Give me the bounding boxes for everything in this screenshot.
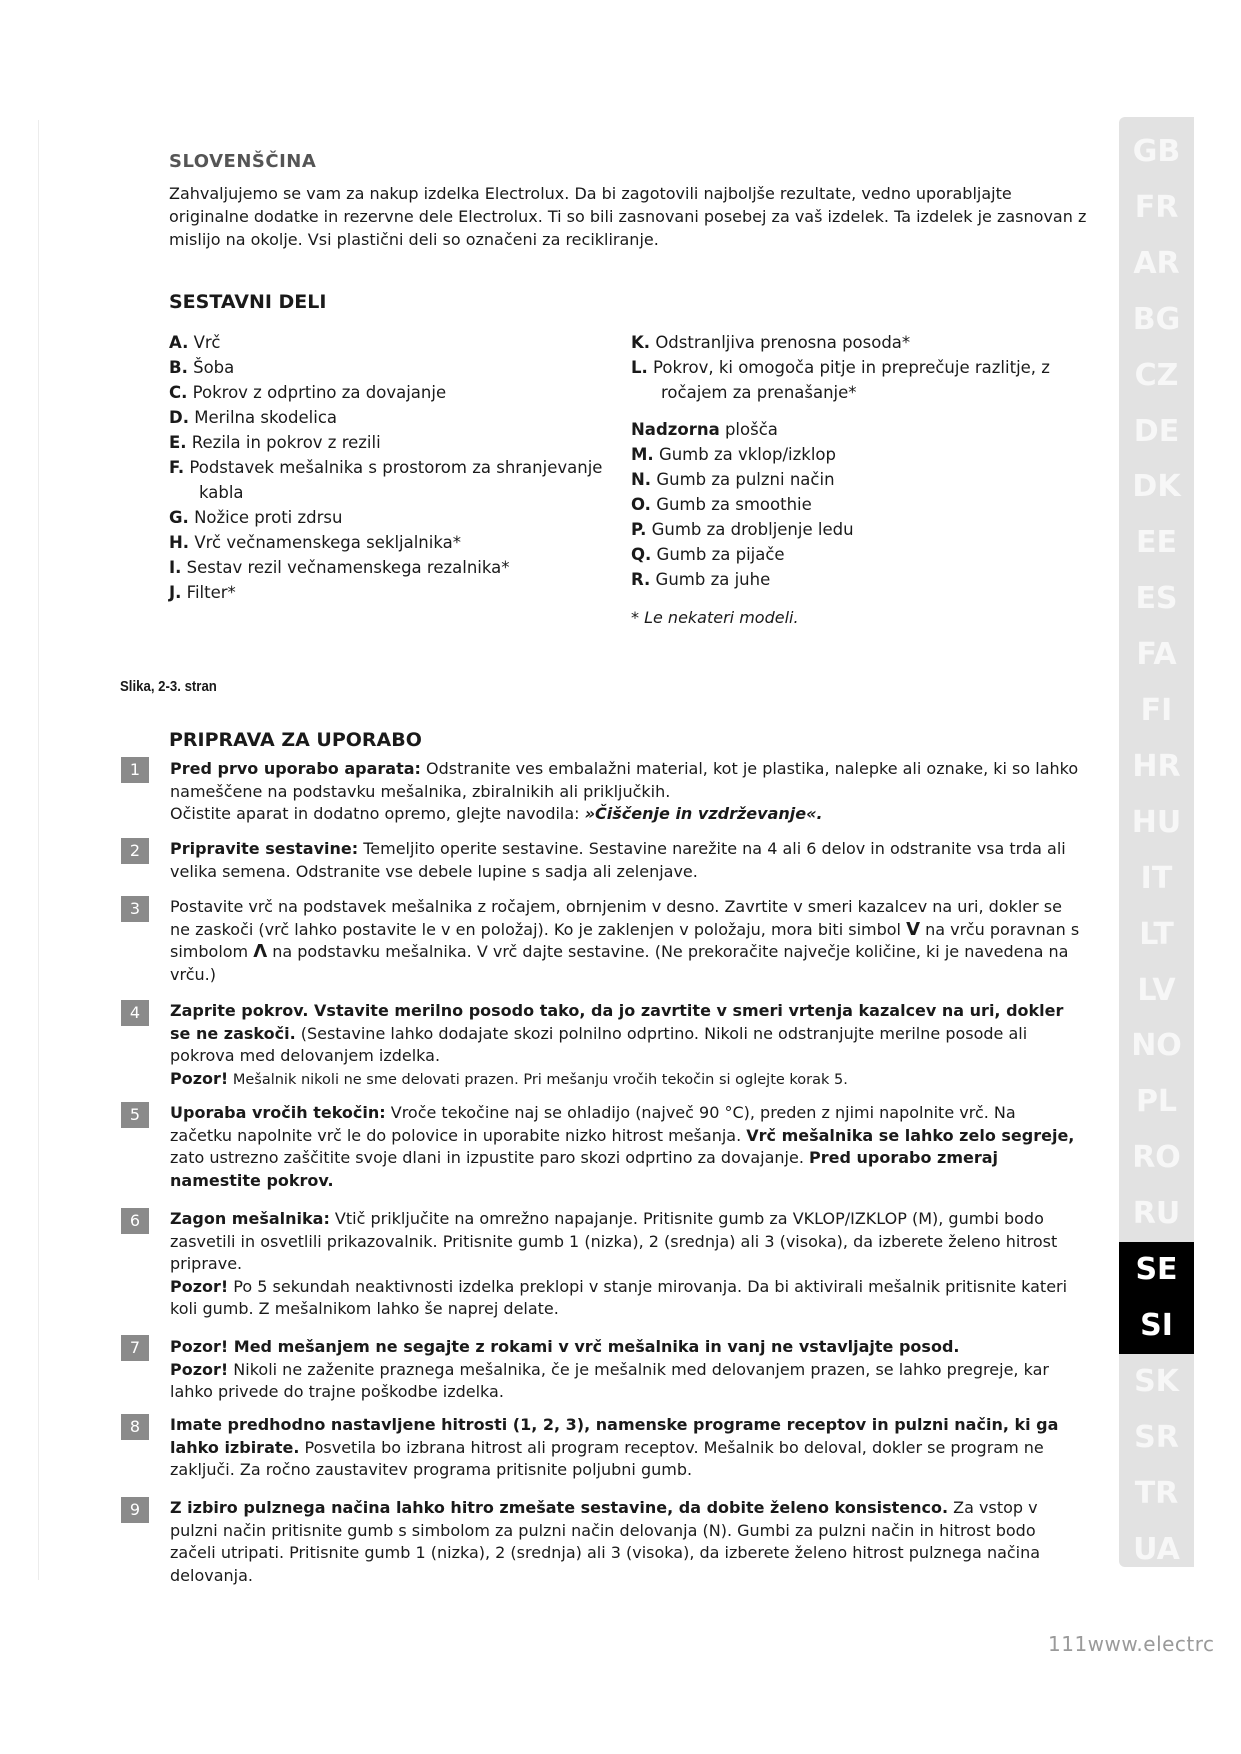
language-tab-cz[interactable]: CZ	[1134, 357, 1179, 393]
language-tab-sr[interactable]: SR	[1134, 1419, 1179, 1455]
parts-list-left	[169, 330, 602, 605]
step-text: Imate predhodno nastavljene hitrosti (1, 2, 3), namenske programe receptov in pulzni način, ki ga lahko izbirate. Posvetila bo izbrana hitrost ali program receptov. Mešalnik bo deloval, dokler se program ne zaključi. Za ročno zaustavitev programa pritisnite poljubni gumb.	[170, 1415, 1059, 1479]
language-tab-ar[interactable]: AR	[1133, 245, 1180, 281]
list-item: C. Pokrov z odprtino za dovajanje	[169, 383, 447, 402]
step-text: Postavite vrč na podstavek mešalnika z ročajem, obrnjenim v desno. Zavrtite v smeri kazalcev na uri, dokler se ne zaskoči (vrč lahko postavite le v en položaj). Ko je zaklenjen v položaju, mora biti simbol V na vrču poravnan s simbolom Λ na podstavku mešalnika. V vrč dajte sestavine. (Ne prekoračite največje količine, ki je navedena na vrču.)	[170, 897, 1080, 984]
list-item-continuation: kabla	[199, 483, 244, 502]
prep-heading: PRIPRAVA ZA UPORABO	[169, 729, 422, 751]
step-number: 6	[121, 1208, 149, 1234]
step-number: 7	[121, 1335, 149, 1361]
language-tab-sk[interactable]: SK	[1134, 1363, 1179, 1399]
language-tab-lt[interactable]: LT	[1139, 916, 1174, 952]
list-item: G. Nožice proti zdrsu	[169, 508, 343, 527]
language-tab-fi[interactable]: FI	[1140, 693, 1173, 728]
step-number: 2	[121, 838, 149, 864]
language-tab-ee[interactable]: EE	[1136, 525, 1177, 561]
parts-heading: SESTAVNI DELI	[169, 291, 327, 313]
language-tab-no[interactable]: NO	[1131, 1028, 1182, 1064]
step-number: 9	[121, 1497, 149, 1523]
control-panel-heading: Nadzorna plošča	[631, 420, 778, 439]
list-item: A. Vrč	[169, 333, 221, 352]
models-note: * Le nekateri modeli.	[631, 608, 799, 627]
step-text: Zaprite pokrov. Vstavite merilno posodo tako, da jo zavrtite v smeri vrtenja kazalcev na uri, dokler se ne zaskoči. (Sestavine lahko dodajate skozi polnilno odprtino. Nikoli ne odstranjujte merilne posode ali pokrova med delovanjem izdelka. Pozor! Mešalnik nikoli ne sme delovati prazen. Pri mešanju vročih tekočin si oglejte korak 5.	[170, 1001, 1064, 1088]
language-tab-bg[interactable]: BG	[1132, 301, 1181, 337]
list-item: L. Pokrov, ki omogoča pitje in preprečuje razlitje, z	[631, 358, 1050, 377]
step-number: 5	[121, 1102, 149, 1128]
language-tab-es[interactable]: ES	[1135, 581, 1178, 617]
language-tab-pl[interactable]: PL	[1135, 1084, 1178, 1120]
list-item: B. Šoba	[169, 358, 235, 377]
language-tab-it[interactable]: IT	[1140, 860, 1173, 896]
list-item: M. Gumb za vklop/izklop	[631, 445, 836, 464]
step-number: 3	[121, 896, 149, 922]
step-text: Uporaba vročih tekočin: Vroče tekočine naj se ohladijo (največ 90 °C), preden z njimi napolnite vrč. Na začetku napolnite vrč le do polovice in uporabite nizko hitrost mešanja. Vrč mešalnika se lahko zelo segreje, zato ustrezno zaščitite svoje dlani in izpustite paro skozi odprtino za dovajanje. Pred uporabo zmeraj namestite pokrov.	[170, 1103, 1075, 1190]
language-tab-fa[interactable]: FA	[1136, 637, 1177, 673]
list-item: D. Merilna skodelica	[169, 408, 338, 427]
list-item: J. Filter*	[169, 583, 236, 602]
left-margin-rule	[38, 120, 39, 1580]
language-tab-ru[interactable]: RU	[1132, 1196, 1181, 1232]
list-item: H. Vrč večnamenskega sekljalnika*	[169, 533, 461, 552]
list-item: Q. Gumb za pijače	[631, 545, 785, 564]
step-text: Z izbiro pulznega načina lahko hitro zmešate sestavine, da dobite želeno konsistenco. Za vstop v pulzni način pritisnite gumb s simbolom za pulzni način delovanja (N). Gumbi za pulzni način in hitrost bodo začeli utripati. Pritisnite gumb 1 (nizka), 2 (srednja) ali 3 (visoka), da izberete želeno hitrost pulznega načina delovanja.	[170, 1498, 1041, 1585]
figure-reference: Slika, 2-3. stran	[120, 678, 217, 695]
list-item: P. Gumb za drobljenje ledu	[631, 520, 854, 539]
parts-list-right	[631, 330, 1050, 630]
step-text: Pripravite sestavine: Temeljito operite sestavine. Sestavine narežite na 4 ali 6 delov in odstranite vsa trda ali velika semena. Odstranite vse debele lupine s sadja ali zelenjave.	[170, 839, 1066, 881]
list-item: I. Sestav rezil večnamenskega rezalnika*	[169, 558, 510, 577]
list-item: N. Gumb za pulzni način	[631, 470, 835, 489]
list-item: E. Rezila in pokrov z rezili	[169, 433, 381, 452]
footer-page-url: 111www.electrc	[1048, 1632, 1215, 1656]
language-tab-dk[interactable]: DK	[1132, 469, 1181, 505]
list-item: R. Gumb za juhe	[631, 570, 771, 589]
step-text: Zagon mešalnika: Vtič priključite na omrežno napajanje. Pritisnite gumb za VKLOP/IZKLOP (M), gumbi bodo zasvetili in osvetlili prikazovalnik. Pritisnite gumb 1 (nizka), 2 (srednja) ali 3 (visoka), da izberete želeno hitrost priprave. Pozor! Po 5 sekundah neaktivnosti izdelka preklopi v stanje mirovanja. Da bi aktivirali mešalnik pritisnite kateri koli gumb. Z mešalnikom lahko še naprej delate.	[170, 1209, 1068, 1318]
step-number: 1	[121, 757, 149, 783]
language-tab-de[interactable]: DE	[1133, 413, 1180, 449]
language-tab-ua[interactable]: UA	[1133, 1531, 1180, 1567]
language-tab-tr[interactable]: TR	[1134, 1475, 1179, 1511]
language-tab-si[interactable]: SI	[1119, 1298, 1194, 1354]
step-number: 4	[121, 1000, 149, 1026]
intro-paragraph: Zahvaljujemo se vam za nakup izdelka Electrolux. Da bi zagotovili najboljše rezultate, vedno uporabljajte originalne dodatke in rezervne dele Electrolux. Ti so bili zasnovani posebej za vaš izdelek. Ta izdelek je zasnovan z mislijo na okolje. Vsi plastični deli so označeni za recikliranje.	[169, 184, 1087, 249]
list-item-continuation: ročajem za prenašanje*	[661, 383, 857, 402]
language-tab-lv[interactable]: LV	[1137, 972, 1176, 1008]
list-item: O. Gumb za smoothie	[631, 495, 812, 514]
language-tab-gb[interactable]: GB	[1132, 134, 1181, 169]
language-title: SLOVENŠČINA	[169, 151, 317, 172]
step-number: 8	[121, 1414, 149, 1440]
language-tab-ro[interactable]: RO	[1132, 1140, 1181, 1176]
step-text: Pred prvo uporabo aparata: Odstranite ves embalažni material, kot je plastika, nalepke ali oznake, ki so lahko nameščene na podstavku mešalnika, zbiralnikih ali priključkih. Očistite aparat in dodatno opremo, glejte navodila: »Čiščenje in vzdrževanje«.	[170, 759, 1079, 823]
language-tab-hr[interactable]: HR	[1132, 748, 1181, 784]
v-symbol-icon: V	[906, 918, 921, 940]
language-tab-hu[interactable]: HU	[1131, 804, 1182, 840]
language-tab-se[interactable]: SE	[1119, 1242, 1194, 1298]
step-text: Pozor! Med mešanjem ne segajte z rokami v vrč mešalnika in vanj ne vstavljajte posod. Pozor! Nikoli ne zaženite praznega mešalnika, če je mešalnik med delovanjem prazen, se lahko pregreje, kar lahko privede do trajne poškodbe izdelka.	[170, 1337, 1049, 1401]
list-item: K. Odstranljiva prenosna posoda*	[631, 333, 911, 352]
list-item: F. Podstavek mešalnika s prostorom za shranjevanje	[169, 458, 603, 477]
language-tab-fr[interactable]: FR	[1134, 189, 1179, 225]
caret-symbol-icon: Λ	[253, 941, 268, 962]
